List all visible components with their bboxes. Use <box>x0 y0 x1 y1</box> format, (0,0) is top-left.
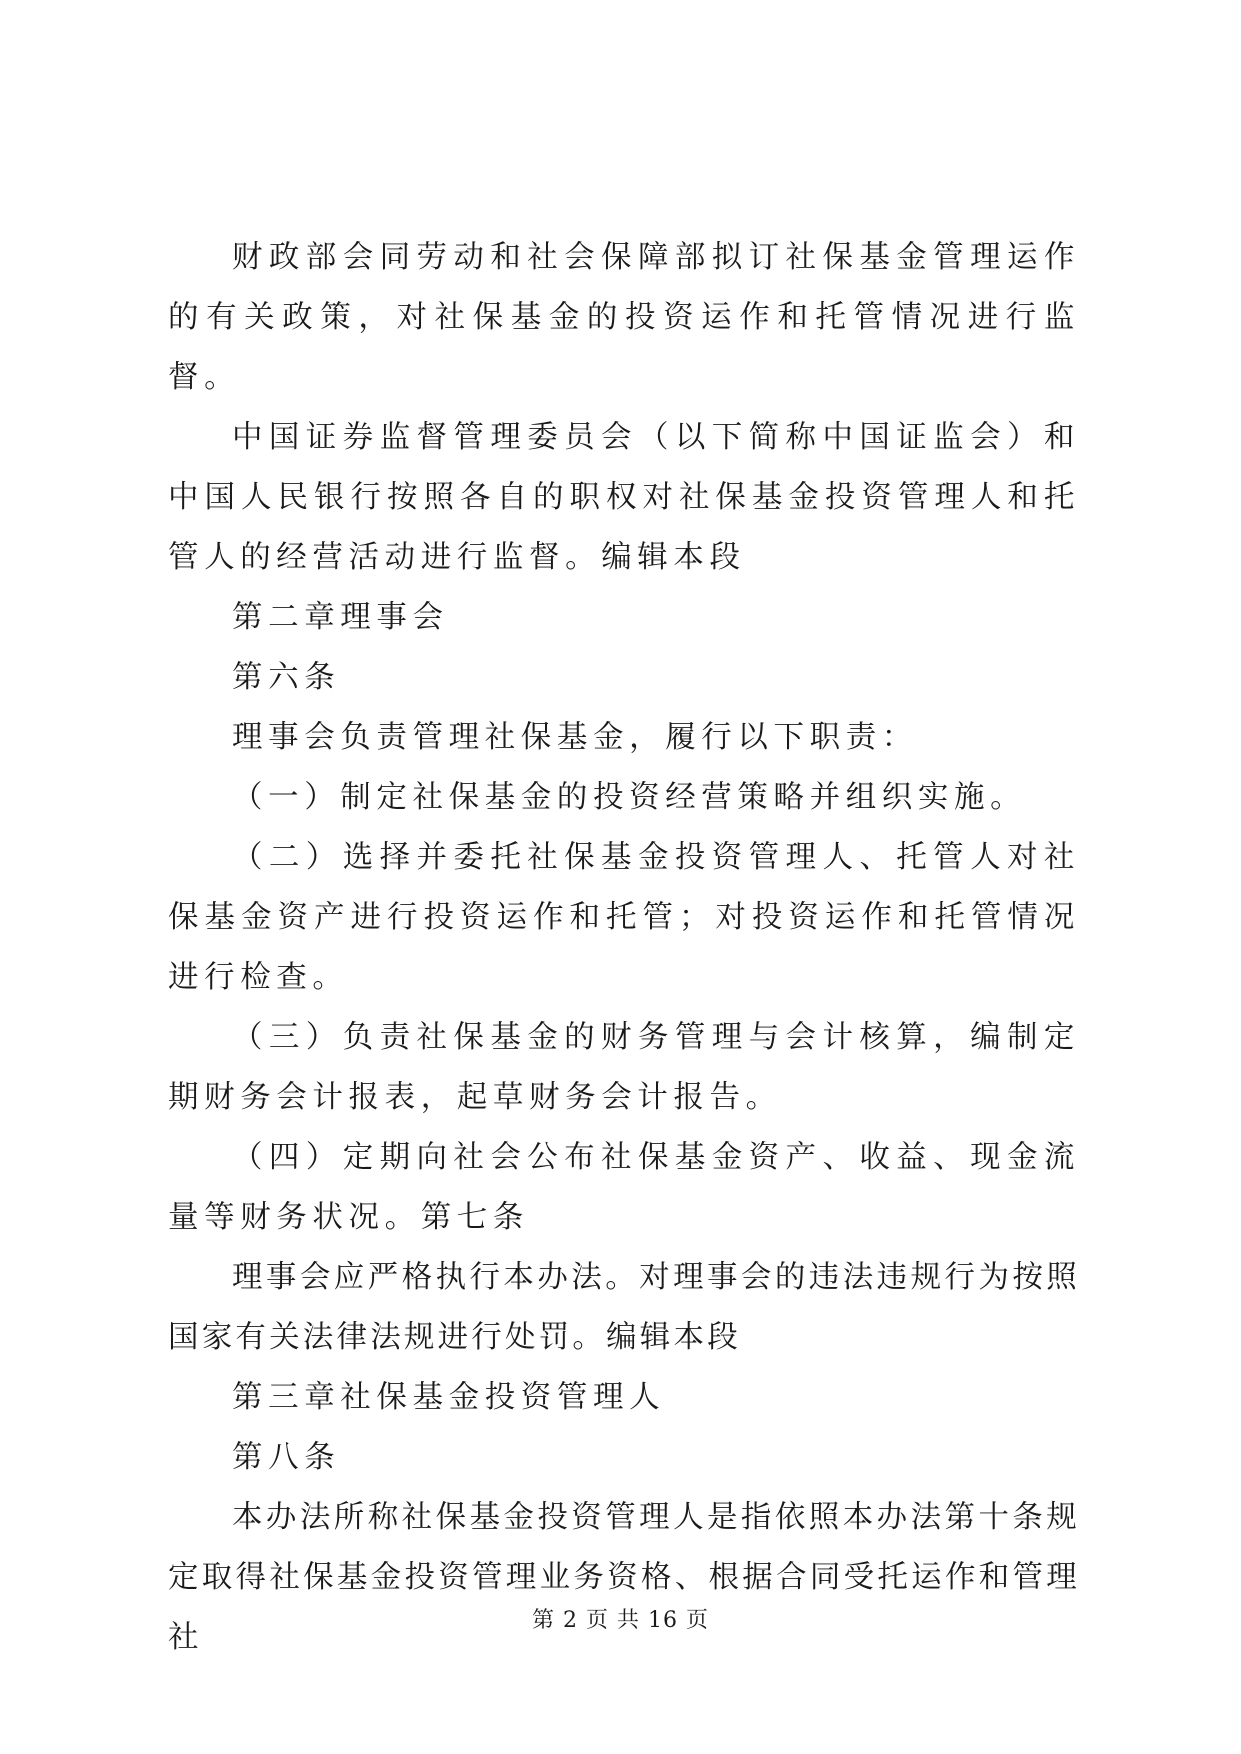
paragraph-csrc-pboc: 中国证券监督管理委员会（以下简称中国证监会）和中国人民银行按照各自的职权对社保基金投资管理人和托管人的经营活动进行监督。编辑本段 <box>168 420 1080 575</box>
paragraph-finance-ministry: 财政部会同劳动和社会保障部拟订社保基金管理运作的有关政策，对社保基金的投资运作和托管情况进行监督。 <box>168 240 1080 395</box>
page-footer: 第 2 页 共 16 页 <box>532 1608 709 1633</box>
paragraph-investment-manager-definition: 本办法所称社保基金投资管理人是指依照本办法第十条规定取得社保基金投资管理业务资格、根据合同受托运作和管理社 <box>168 1500 1080 1655</box>
paragraph-council-compliance: 理事会应严格执行本办法。对理事会的违法违规行为按照国家有关法律法规进行处罚。编辑本段 <box>168 1260 1080 1355</box>
chapter-heading-council: 第二章理事会 <box>232 600 449 635</box>
list-item-4: （四）定期向社会公布社保基金资产、收益、现金流量等财务状况。第七条 <box>168 1140 1080 1235</box>
chapter-heading-investment-manager: 第三章社保基金投资管理人 <box>232 1380 666 1415</box>
list-item-3: （三）负责社保基金的财务管理与会计核算，编制定期财务会计报表，起草财务会计报告。 <box>168 1020 1080 1115</box>
list-item-1: （一）制定社保基金的投资经营策略并组织实施。 <box>232 780 1027 815</box>
article-heading-8: 第八条 <box>232 1440 341 1475</box>
article-heading-6: 第六条 <box>232 660 341 695</box>
paragraph-council-duties: 理事会负责管理社保基金，履行以下职责： <box>232 720 918 755</box>
document-body <box>168 228 1080 1668</box>
list-item-2: （二）选择并委托社保基金投资管理人、托管人对社保基金资产进行投资运作和托管；对投资运作和托管情况进行检查。 <box>168 840 1080 995</box>
